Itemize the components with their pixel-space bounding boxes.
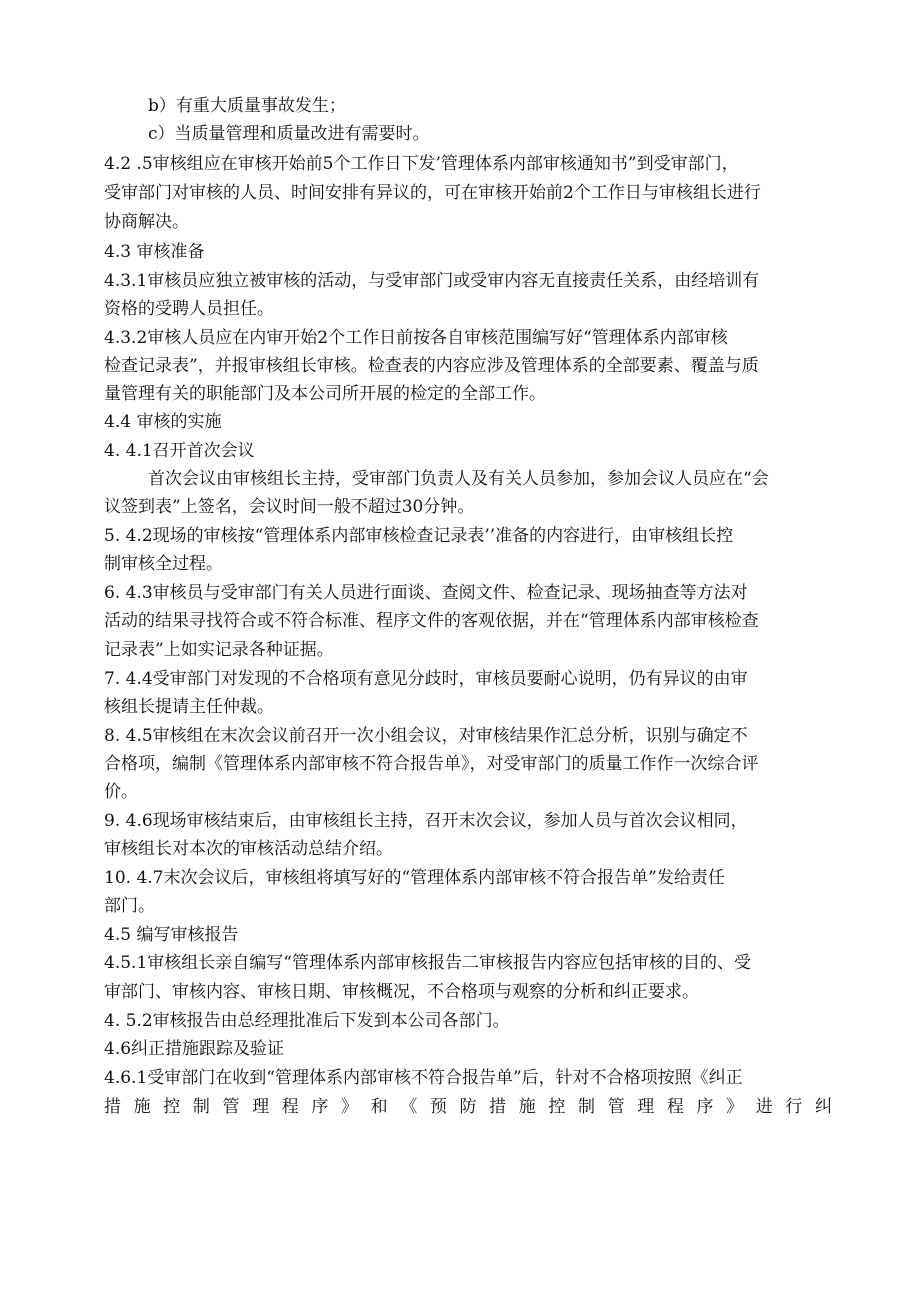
text-line: 合格项，编制《管理体系内部审核不符合报告单》，对受审部门的质量工作作一次综合评 bbox=[104, 754, 759, 774]
text-line: 8. 4.5审核组在末次会议前召开一次小组会议，对审核结果作汇总分析，识别与确定不 bbox=[104, 726, 748, 746]
text-line: 6. 4.3审核员与受审部门有关人员进行面谈、查阅文件、检查记录、现场抽查等方法对 bbox=[104, 583, 748, 603]
text-line: 措施控制管理程序》和《预防措施控制管理程序》进行纠 bbox=[104, 1097, 832, 1117]
text-line: 制审核全过程。 bbox=[104, 554, 223, 574]
text-line: c）当质量管理和质量改进有需要时。 bbox=[148, 124, 430, 144]
text-line: 检查记录表”，并报审核组长审核。检查表的内容应涉及管理体系的全部要素、覆盖与质 bbox=[104, 356, 759, 376]
text-line: 4. 5.2审核报告由总经理批准后下发到本公司各部门。 bbox=[104, 1011, 510, 1031]
text-line: 活动的结果寻找符合或不符合标准、程序文件的客观依据，并在“管理体系内部审核检查 bbox=[104, 611, 759, 631]
text-line: 记录表”上如实记录各种证据。 bbox=[104, 640, 334, 660]
text-line: 协商解决。 bbox=[104, 212, 189, 232]
section-heading: 4.3 审核准备 bbox=[104, 242, 205, 262]
text-line: 审部门、审核内容、审核日期、审核概况，不合格项与观察的分析和纠正要求。 bbox=[104, 982, 699, 1002]
text-line: 4.3.1审核员应独立被审核的活动，与受审部门或受审内容无直接责任关系，由经培训有 bbox=[104, 271, 760, 291]
text-line: 9. 4.6现场审核结束后，由审核组长主持，召开末次会议，参加人员与首次会议相同， bbox=[104, 811, 748, 831]
text-line: 4.2 .5审核组应在审核开始前5个工作日下发’管理体系内部审核通知书”到受审部门， bbox=[104, 154, 739, 174]
text-line: 量管理有关的职能部门及本公司所开展的检定的全部工作。 bbox=[104, 384, 546, 404]
section-heading: 4.5 编写审核报告 bbox=[104, 925, 239, 945]
section-heading: 4.6纠正措施跟踪及验证 bbox=[104, 1039, 285, 1059]
section-heading: 4. 4.1召开首次会议 bbox=[104, 441, 255, 461]
text-line: 7. 4.4受审部门对发现的不合格项有意见分歧时，审核员要耐心说明，仍有异议的由审 bbox=[104, 669, 748, 689]
text-line: 5. 4.2现场的审核按“管理体系内部审核检查记录表’’准备的内容进行，由审核组长控 bbox=[104, 526, 734, 546]
text-line: 审核组长对本次的审核活动总结介绍。 bbox=[104, 839, 393, 859]
text-line: 4.5.1审核组长亲自编写“管理体系内部审核报告二审核报告内容应包括审核的目的、受 bbox=[104, 953, 751, 973]
text-line: 4.6.1受审部门在收到“管理体系内部审核不符合报告单”后，针对不合格项按照《纠正 bbox=[104, 1068, 743, 1088]
text-line: b）有重大质量事故发生； bbox=[148, 96, 346, 116]
text-line: 首次会议由审核组长主持，受审部门负责人及有关人员参加，参加会议人员应在“会 bbox=[148, 469, 769, 489]
text-line: 部门。 bbox=[104, 896, 155, 916]
text-line: 受审部门对审核的人员、时间安排有异议的，可在审核开始前2个工作日与审核组长进行 bbox=[104, 183, 761, 203]
text-line: 议签到表”上签名，会议时间一般不超过30分钟。 bbox=[104, 497, 475, 517]
section-heading: 4.4 审核的实施 bbox=[104, 412, 222, 432]
text-line: 10. 4.7末次会议后，审核组将填写好的“管理体系内部审核不符合报告单”发给责任 bbox=[104, 868, 725, 888]
text-line: 价。 bbox=[104, 782, 138, 802]
text-line: 核组长提请主任仲裁。 bbox=[104, 697, 274, 717]
text-line: 资格的受聘人员担任。 bbox=[104, 299, 274, 319]
text-line: 4.3.2审核人员应在内审开始2个工作日前按各自审核范围编写好“管理体系内部审核 bbox=[104, 328, 728, 348]
